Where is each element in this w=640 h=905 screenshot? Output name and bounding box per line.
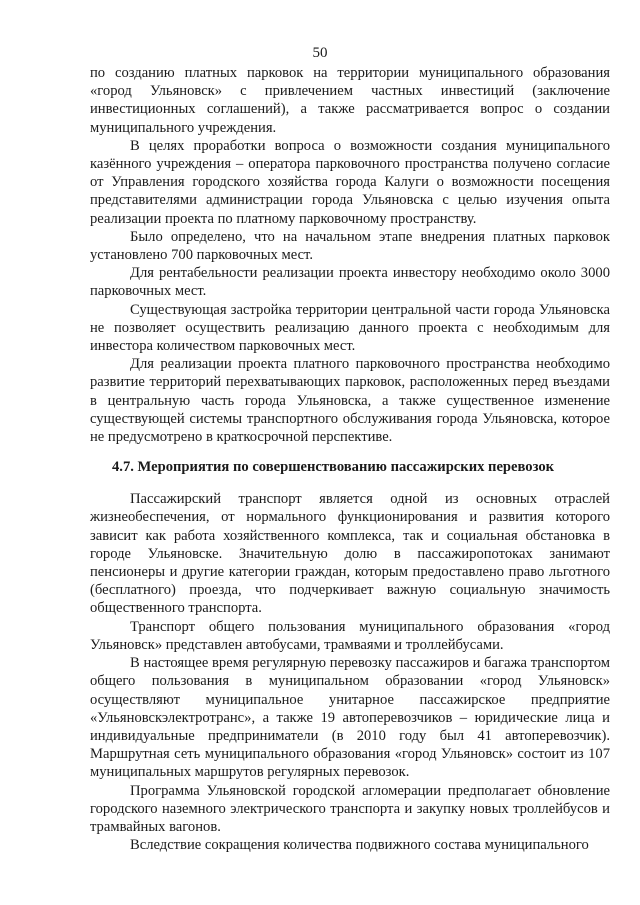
paragraph-profitability: Для рентабельности реализации проекта инвестору необходимо около 3000 парковочных мест. <box>90 265 610 300</box>
paragraph-rolling-stock: Вследствие сокращения количества подвижного состава муниципального <box>130 837 589 854</box>
paragraph-intercept-parking: Для реализации проекта платного парковочного пространства необходимо развитие территорий перехватывающих парковок, расположенных перед въездами в центральную часть города Ульяновска, а также существенное изменение существующей системы транспортного обслуживания города Ульяновска, которое не предусмотрено в краткосрочной перспективе. <box>90 356 610 446</box>
document-body <box>90 64 610 854</box>
paragraph-agglomeration-program: Программа Ульяновской городской агломерации предполагает обновление городского наземного электрического транспорта и закупку новых троллейбусов и трамвайных вагонов. <box>90 782 610 835</box>
paragraph-kaluga-experience: В целях проработки вопроса о возможности создания муниципального казённого учреждения – оператора парковочного пространства получено согласие от Управления городского хозяйства города Калуги о возможности посещения представителями администрации города Ульяновска с целью изучения опыта реализации проекта по платному парковочному пространству. <box>90 137 610 227</box>
paragraph-regular-carriage: В настоящее время регулярную перевозку пассажиров и багажа транспортом общего пользования в муниципальном образовании «город Ульяновск» осуществляют муниципальное унитарное пассажирское предприятие «Ульяновскэлектротранс», а также 19 автоперевозчиков – юридические лица и индивидуальные предприниматели (в 2010 году был 41 автоперевозчик). Маршрутная сеть муниципального образования «город Ульяновск» состоит из 107 муниципальных маршрутов регулярных перевозок. <box>90 655 610 781</box>
paragraph-public-transport: Транспорт общего пользования муниципального образования «город Ульяновск» представлен автобусами, трамваями и троллейбусами. <box>90 618 610 653</box>
paragraph-parking-creation: по созданию платных парковок на территории муниципального образования «город Ульяновск» с привлечением частных инвестиций (заключение инвестиционных соглашений), а также рассматривается вопрос о создании муниципального учреждения. <box>90 65 610 136</box>
section-heading: 4.7. Мероприятия по совершенствованию пассажирских перевозок <box>112 459 555 476</box>
paragraph-existing-development: Существующая застройка территории центральной части города Ульяновска не позволяет осуществить реализацию данного проекта с необходимым для инвестора количеством парковочных мест. <box>90 301 610 355</box>
paragraph-passenger-transport: Пассажирский транспорт является одной из основных отраслей жизнеобеспечения, от нормального функционирования и развития которого зависит как работа хозяйственного комплекса, так и социальная обстановка в городе Ульяновске. Значительную долю в пассажиропотоках занимают пенсионеры и другие категории граждан, которым предоставлено право льготного (бесплатного) проезда, что подчеркивает важную социальную значимость общественного транспорта. <box>90 491 610 617</box>
page-number: 50 <box>312 45 328 61</box>
paragraph-initial-stage: Было определено, что на начальном этапе внедрения платных парковок установлено 700 парковочных мест. <box>90 228 610 264</box>
